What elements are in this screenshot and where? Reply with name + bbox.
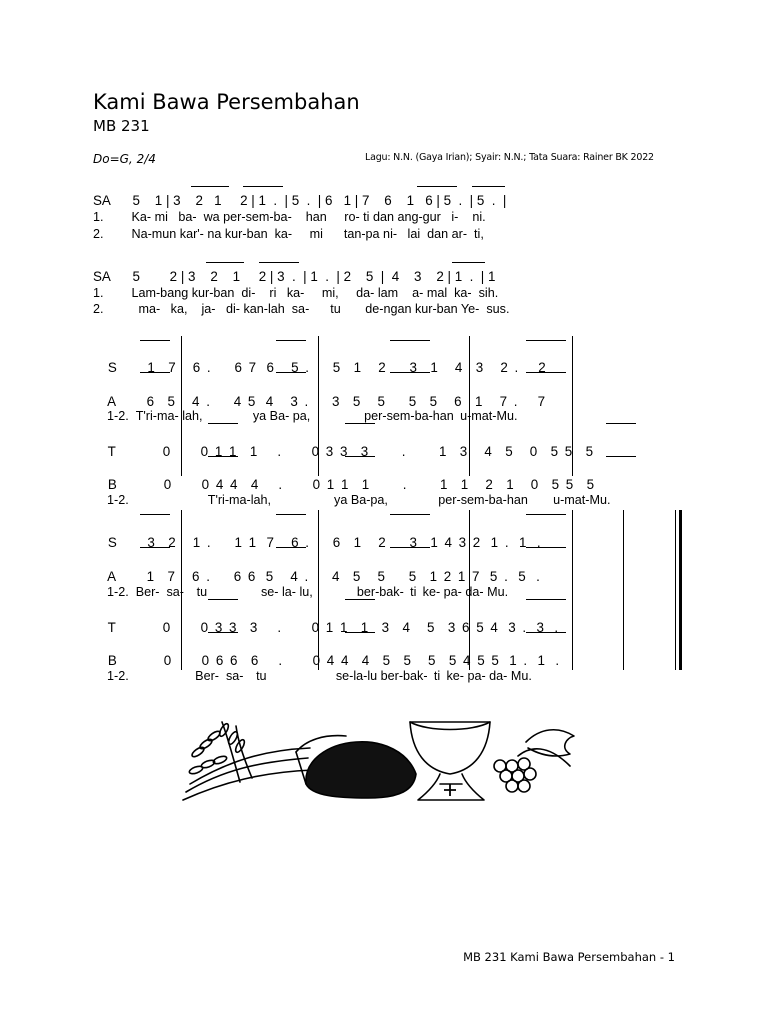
bass-line-3: B 0 0 4 4 4 . 0 1 1 1 . 1 1 2 1 0 5 5 5 — [107, 477, 595, 492]
system2-notes: SA 5 2 | 3 2 1 2 | 3 . | 1 . | 2 5 | 4 3 2 | 1 . | 1 — [93, 269, 496, 284]
lyric-tb-4: 1-2. Ber- sa- tu se-la-lu ber-bak- ti ke- pa- da- Mu. — [107, 669, 532, 683]
soprano-line-4: S 3 2 1 . 1 1 7 6 . 6 1 2 3 1 4 3 2 1 . 1 . — [107, 535, 541, 550]
system2-lyric-1: 1. Lam-bang kur-ban di- ri ka- mi, da- lam a- mal ka- sih. — [93, 286, 499, 300]
credits: Lagu: N.N. (Gaya Irian); Syair: N.N.; Tata Suara: Rainer BK 2022 — [365, 152, 654, 163]
lyric-sa-3: 1-2. T'ri-ma- lah, ya Ba- pa, per-sem-ba-han u-mat-Mu. — [107, 409, 518, 423]
offering-illustration — [178, 712, 583, 812]
system1-lyric-1: 1. Ka- mi ba- wa per-sem-ba- han ro- ti dan ang-gur i- ni. — [93, 210, 486, 224]
song-title: Kami Bawa Persembahan — [93, 90, 360, 114]
soprano-line-3: S 1 7 6 . 6 7 6 5 . 5 1 2 3 1 4 3 2 . 2 — [107, 360, 546, 375]
system2-lyric-2: 2. ma- ka, ja- di- kan-lah sa- tu de-ngan kur-ban Ye- sus. — [93, 302, 510, 316]
song-code: MB 231 — [93, 117, 150, 135]
page-footer: MB 231 Kami Bawa Persembahan - 1 — [463, 950, 675, 964]
tenor-line-3: T 0 0 1 1 1 . 0 3 3 3 . 1 3 4 5 0 5 5 5 — [107, 444, 594, 459]
tenor-line-4: T 0 0 3 3 3 . 0 1 1 1 3 4 5 3 6 5 4 3 . 3 . — [107, 620, 559, 635]
alto-line-3: A 6 5 4 . 4 5 4 3 . 3 5 5 5 5 6 1 7 . 7 — [107, 394, 546, 409]
key-signature: Do=G, 2/4 — [93, 152, 156, 166]
lyric-tb-3: 1-2. T'ri-ma-lah, ya Ba-pa, per-sem-ba-han u-mat-Mu. — [107, 493, 611, 507]
lyric-sa-4: 1-2. Ber- sa- tu se- la- lu, ber-bak- ti ke- pa- da- Mu. — [107, 585, 509, 599]
bass-line-4: B 0 0 6 6 6 . 0 4 4 4 5 5 5 5 4 5 5 1 . 1 . — [107, 653, 560, 668]
alto-line-4: A 1 7 6 . 6 6 5 4 . 4 5 5 5 1 2 1 7 5 . 5 . — [107, 569, 540, 584]
system1-lyric-2: 2. Na-mun kar'- na kur-ban ka- mi tan-pa ni- lai dan ar- ti, — [93, 227, 484, 241]
system1-notes: SA 5 1 | 3 2 1 2 | 1 . | 5 . | 6 1 | 7 6 1 6 | 5 . | 5 . | — [93, 193, 507, 208]
